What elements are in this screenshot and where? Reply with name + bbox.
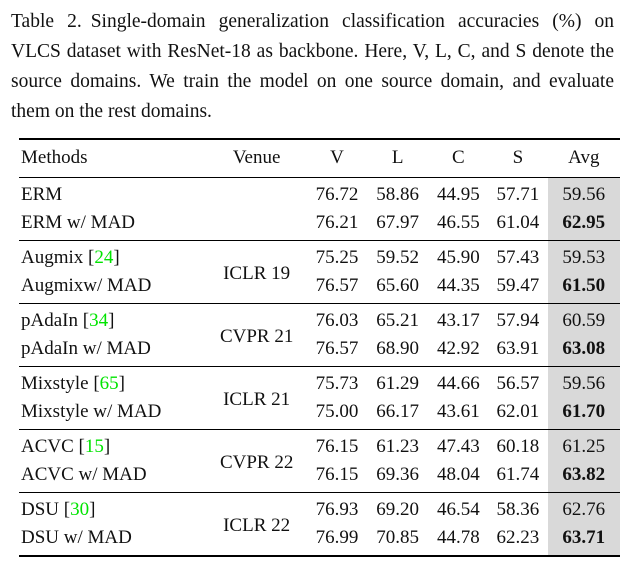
accuracy-cell: 57.71 xyxy=(496,184,540,205)
accuracy-cell: 46.54 xyxy=(436,499,480,520)
accuracy-cell: 62.23 xyxy=(496,527,540,548)
method-cell: pAdaIn [34] xyxy=(21,310,115,331)
citation-number: 30 xyxy=(70,499,90,520)
column-header-s: S xyxy=(512,147,524,168)
accuracy-cell: 60.18 xyxy=(496,436,540,457)
column-header-v: V xyxy=(330,147,344,168)
accuracy-cell: 43.61 xyxy=(436,401,480,422)
table-caption-text: Single-domain generalization classification accuracies (%) on VLCS dataset with ResNet-18 as backbone. Here, V, L, C, and S denote the source domains. We train the model on one source domain, and evaluate them on the rest domains. xyxy=(11,11,614,122)
venue-cell: ICLR 21 xyxy=(223,388,291,410)
avg-accuracy-cell: 61.25 xyxy=(548,430,620,462)
table-row xyxy=(19,335,620,367)
accuracy-cell: 59.47 xyxy=(496,275,540,296)
avg-accuracy-cell: 61.50 xyxy=(548,272,620,304)
accuracy-cell: 42.92 xyxy=(436,338,480,359)
method-cell: ERM xyxy=(21,184,63,205)
table-row xyxy=(19,430,620,462)
column-header-avg: Avg xyxy=(568,147,600,168)
accuracy-cell: 76.99 xyxy=(315,527,359,548)
table-row xyxy=(19,241,620,273)
venue-cell: ICLR 22 xyxy=(223,514,291,536)
accuracy-cell: 67.97 xyxy=(376,212,420,233)
citation-link[interactable]: [24] xyxy=(83,247,120,268)
accuracy-cell: 76.57 xyxy=(315,338,359,359)
accuracy-cell: 56.57 xyxy=(496,373,540,394)
venue-cell: CVPR 21 xyxy=(219,325,294,347)
venue-cell: ICLR 19 xyxy=(223,262,291,284)
accuracy-cell: 59.52 xyxy=(376,247,420,268)
method-cell: DSU w/ MAD xyxy=(21,527,132,548)
venue-cell: CVPR 22 xyxy=(219,451,294,473)
avg-accuracy-cell: 63.82 xyxy=(548,461,620,493)
venue-cell xyxy=(206,178,307,241)
accuracy-cell: 58.86 xyxy=(376,184,420,205)
accuracy-cell: 66.17 xyxy=(376,401,420,422)
table-row xyxy=(19,178,620,210)
avg-accuracy-cell: 62.76 xyxy=(548,493,620,525)
method-cell: pAdaIn w/ MAD xyxy=(21,338,151,359)
avg-accuracy-cell: 62.95 xyxy=(548,209,620,241)
table-row xyxy=(19,304,620,336)
citation-link[interactable]: [34] xyxy=(77,310,115,331)
accuracy-cell: 44.78 xyxy=(436,527,480,548)
accuracy-cell: 62.01 xyxy=(496,401,540,422)
accuracy-cell: 61.04 xyxy=(496,212,540,233)
citation-link[interactable]: [15] xyxy=(73,436,111,457)
accuracy-cell: 44.35 xyxy=(436,275,480,296)
accuracy-cell: 61.23 xyxy=(376,436,420,457)
header-row xyxy=(19,139,620,178)
accuracy-cell: 69.36 xyxy=(376,464,420,485)
accuracy-cell: 76.72 xyxy=(315,184,359,205)
accuracy-cell: 76.15 xyxy=(315,436,359,457)
column-header-venue: Venue xyxy=(232,147,281,168)
table-row xyxy=(19,524,620,556)
method-cell: Mixstyle [65] xyxy=(21,373,125,394)
avg-accuracy-cell: 60.59 xyxy=(548,304,620,336)
table-row xyxy=(19,367,620,399)
accuracy-cell: 57.43 xyxy=(496,247,540,268)
avg-accuracy-cell: 63.08 xyxy=(548,335,620,367)
accuracy-cell: 45.90 xyxy=(436,247,480,268)
accuracy-cell: 68.90 xyxy=(376,338,420,359)
accuracy-cell: 75.25 xyxy=(315,247,359,268)
accuracy-cell: 76.15 xyxy=(315,464,359,485)
avg-accuracy-cell: 63.71 xyxy=(548,524,620,556)
table-caption xyxy=(11,7,614,127)
table-row xyxy=(19,272,620,304)
accuracy-cell: 75.73 xyxy=(315,373,359,394)
table-row xyxy=(19,209,620,241)
accuracy-cell: 76.57 xyxy=(315,275,359,296)
citation-number: 34 xyxy=(89,310,109,331)
accuracy-cell: 70.85 xyxy=(376,527,420,548)
table-header xyxy=(19,139,620,178)
avg-accuracy-cell: 59.56 xyxy=(548,178,620,210)
accuracy-cell: 46.55 xyxy=(436,212,480,233)
method-cell: Augmixw/ MAD xyxy=(21,275,152,296)
table-caption-label: Table 2. xyxy=(11,11,82,32)
accuracy-cell: 76.21 xyxy=(315,212,359,233)
method-cell: ACVC w/ MAD xyxy=(21,464,147,485)
column-header-c: C xyxy=(452,147,465,168)
accuracy-cell: 65.21 xyxy=(376,310,420,331)
accuracy-cell: 57.94 xyxy=(496,310,540,331)
accuracy-cell: 58.36 xyxy=(496,499,540,520)
accuracy-cell: 63.91 xyxy=(496,338,540,359)
method-cell: Mixstyle w/ MAD xyxy=(21,401,162,422)
citation-number: 24 xyxy=(94,247,114,268)
accuracy-cell: 44.95 xyxy=(436,184,480,205)
table-row xyxy=(19,461,620,493)
accuracy-cell: 61.29 xyxy=(376,373,420,394)
results-table xyxy=(19,138,620,557)
avg-accuracy-cell: 59.56 xyxy=(548,367,620,399)
column-header-l: L xyxy=(391,147,404,168)
accuracy-cell: 76.93 xyxy=(315,499,359,520)
citation-link[interactable]: [65] xyxy=(88,373,125,394)
table-body xyxy=(19,178,620,557)
citation-number: 65 xyxy=(99,373,119,394)
accuracy-cell: 76.03 xyxy=(315,310,359,331)
avg-accuracy-cell: 61.70 xyxy=(548,398,620,430)
method-cell: ACVC [15] xyxy=(21,436,111,457)
method-cell: DSU [30] xyxy=(21,499,96,520)
accuracy-cell: 69.20 xyxy=(376,499,420,520)
method-cell: ERM w/ MAD xyxy=(21,212,136,233)
table-row xyxy=(19,493,620,525)
accuracy-cell: 65.60 xyxy=(376,275,420,296)
citation-link[interactable]: [30] xyxy=(59,499,96,520)
table-row xyxy=(19,398,620,430)
avg-accuracy-cell: 59.53 xyxy=(548,241,620,273)
accuracy-cell: 61.74 xyxy=(496,464,540,485)
accuracy-cell: 75.00 xyxy=(315,401,359,422)
column-header-methods: Methods xyxy=(21,147,88,168)
accuracy-cell: 48.04 xyxy=(436,464,480,485)
accuracy-cell: 47.43 xyxy=(436,436,480,457)
method-cell: Augmix [24] xyxy=(21,247,120,268)
citation-number: 15 xyxy=(84,436,104,457)
accuracy-cell: 43.17 xyxy=(436,310,480,331)
accuracy-cell: 44.66 xyxy=(436,373,480,394)
